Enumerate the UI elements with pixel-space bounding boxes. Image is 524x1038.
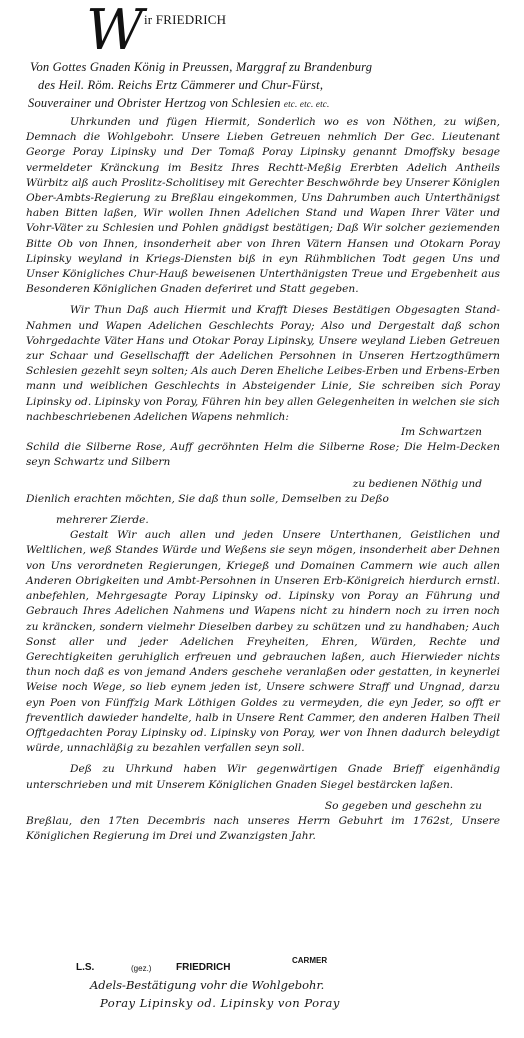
heading-etc: etc. etc. etc. bbox=[283, 99, 330, 109]
footer-line-2: Poray Lipinsky od. Lipinsky von Poray bbox=[100, 996, 340, 1010]
heading-line-4-text: Souverainer und Obrister Hertzog von Schlesien bbox=[28, 96, 281, 110]
paragraph-seal: Deß zu Uhrkund haben Wir gegenwärtigen Gnade Brieff eigenhändig unterschrieben und mit Unserem Königlichen Gnaden Siegel bestärcken laßen. bbox=[26, 763, 500, 791]
heading-line-2: Von Gottes Gnaden König in Preussen, Marggraf zu Brandenburg bbox=[30, 60, 373, 74]
paragraph-command: Gestalt Wir auch allen und jeden Unsere Unterthanen, Geistlichen und Weltlichen, weß Standes Würde und Weßens sie seyn mögen, insonderheit aber Dehnen von Uns verordneten Regierungen, Kriegeß und Domainen Cammern wie auch allen Anderen Obrigkeiten und Ambt-Persohnen in Unseren Erb-Königreich hierdurch ernstl. anbefehlen, Mehrgesagte Poray Lipinsky od. Lipinsky von Poray an Führung und Gebrauch Ihres Adelichen Nahmens und Wapens nicht zu hindern noch zu irren noch zu kräncken, sondern vielmehr Dieselben darbey zu schützen und zu handhaben; Auch Sonst aller und jeder Adelichen Freyheiten, Ehren, Würden, Rechte und Gerechtigkeiten geruhiglich erfreuen und gebrauchen laßen, auch Hierwieder nichts thun noch daß es von jemand Anders geschehe veranlaßen oder gestatten, in keynerlei Weise noch Wege, so lieb eynem jeden ist, Unsere schwere Straff und Ungnad, darzu eyn Poen von Fünffzig Mark Löthigen Goldes zu vermeyden, die eyn Jeder, so offt er freventlich dawieder handelte, halb in Unsere Rent Cammer, den anderen Halben Theil Offtgedachten Poray Lipinsky od. Lipinsky von Poray, wer von Ihnen dadurch beleydigt würde, unnachläßig zu bezahlen verfallen seyn soll. bbox=[26, 529, 500, 755]
signature-name: FRIEDRICH bbox=[176, 962, 231, 973]
countersignature: CARMER bbox=[292, 956, 328, 965]
paragraph-shield-intro: Im Schwartzen bbox=[401, 426, 482, 439]
paragraph-date: Breßlau, den 17ten Decembris nach unseres Herrn Gebuhrt im 1762st, Unsere Königlichen Regierung im Drei und Zwanzigsten Jahr. bbox=[26, 814, 500, 843]
paragraph-usage-3: mehrerer Zierde. bbox=[56, 514, 149, 527]
decorated-initial: W bbox=[86, 0, 144, 63]
heading-line-4 bbox=[28, 96, 329, 111]
heading-line-3: des Heil. Röm. Reichs Ertz Cämmerer und Chur-Fürst, bbox=[38, 78, 324, 92]
paragraph-usage-2: Dienlich erachten möchten, Sie daß thun solle, Demselben zu Deßo bbox=[26, 492, 389, 505]
heading-line-1: ir FRIEDRICH bbox=[144, 12, 227, 27]
paragraph-announcement: Uhrkunden und fügen Hiermit, Sonderlich wo es von Nöthen, zu wißen, Demnach die Wohlgebohr. Unsere Lieben Getreuen nehmlich Der Gec. Lieutenant George Poray Lipinsky und Der Tomaß Poray Lipinsky genannt Dmoffsky besage vermeldeter Kränckung im Besitz Ihres Rechtt-Meßig Ererbten Adelich Antheils Würbitz alß auch Proslitz-Scholitisey mit Gerechter Beschwöhrde bey Unserer Königlen Ober-Ambts-Regierung zu Breßlau eingekommen, Uns Dahrumben auch Unterthänigst haben Bitten laßen, Wir wollen Ihnen Adelichen Stand und Wapen Ihrer Väter und Vohr-Väter zu Schlesien und Pohlen gnädigst bestätigen; Daß Wir solcher geziemenden Bitte Ob von Ihnen, insonderheit aber von Ihren Vätern Hansen und Otokarn Poray Lipinsky weyland in Kriegs-Diensten biß in eyn Rühmblichen Todt gegen Uns und Unser Königliches Chur-Hauß beweisenen Unterthänigsten Treue und Ergebenheit aus Besonderen Königlichen Gnaden deferiret und Statt gegeben. bbox=[26, 116, 500, 296]
seal-mark: L.S. bbox=[76, 962, 95, 973]
paragraph-usage-1: zu bedienen Nöthig und bbox=[352, 477, 482, 490]
paragraph-given: So gegeben und geschehn zu bbox=[324, 799, 482, 812]
signed-mark: (gez.) bbox=[131, 964, 152, 973]
document-body bbox=[26, 115, 500, 844]
paragraph-confirmation: Wir Thun Daß auch Hiermit und Krafft Dieses Bestätigen Obgesagten Stand-Nahmen und Wapen Adelichen Geschlechts Poray; Also und Dergestalt daß schon Vohrgedachte Väter Hans und Otokar Poray Lipinsky, Unsere weyland Lieben Getreuen zur Schaar und Gesellschafft der Adelichen Persohnen in Unseren Hertzogthümern Schlesien gezehlt seyn solten; Als auch Deren Eheliche Leibes-Erben und Erbens-Erben mann und weiblichen Geschlechts in Absteigender Linie, Sie schreiben sich Poray Lipinsky od. Lipinsky von Poray, Führen hin bey allen Gelegenheiten in welchen sie sich nachbeschriebenen Adelichen Wapens nehmlich: bbox=[26, 304, 500, 423]
footer-line-1: Adels-Bestätigung vohr die Wohlgebohr. bbox=[90, 978, 325, 992]
paragraph-shield-description: Schild die Silberne Rose, Auff gecröhnten Helm die Silberne Rose; Die Helm-Decken seyn Schwartz und Silbern bbox=[26, 441, 500, 469]
